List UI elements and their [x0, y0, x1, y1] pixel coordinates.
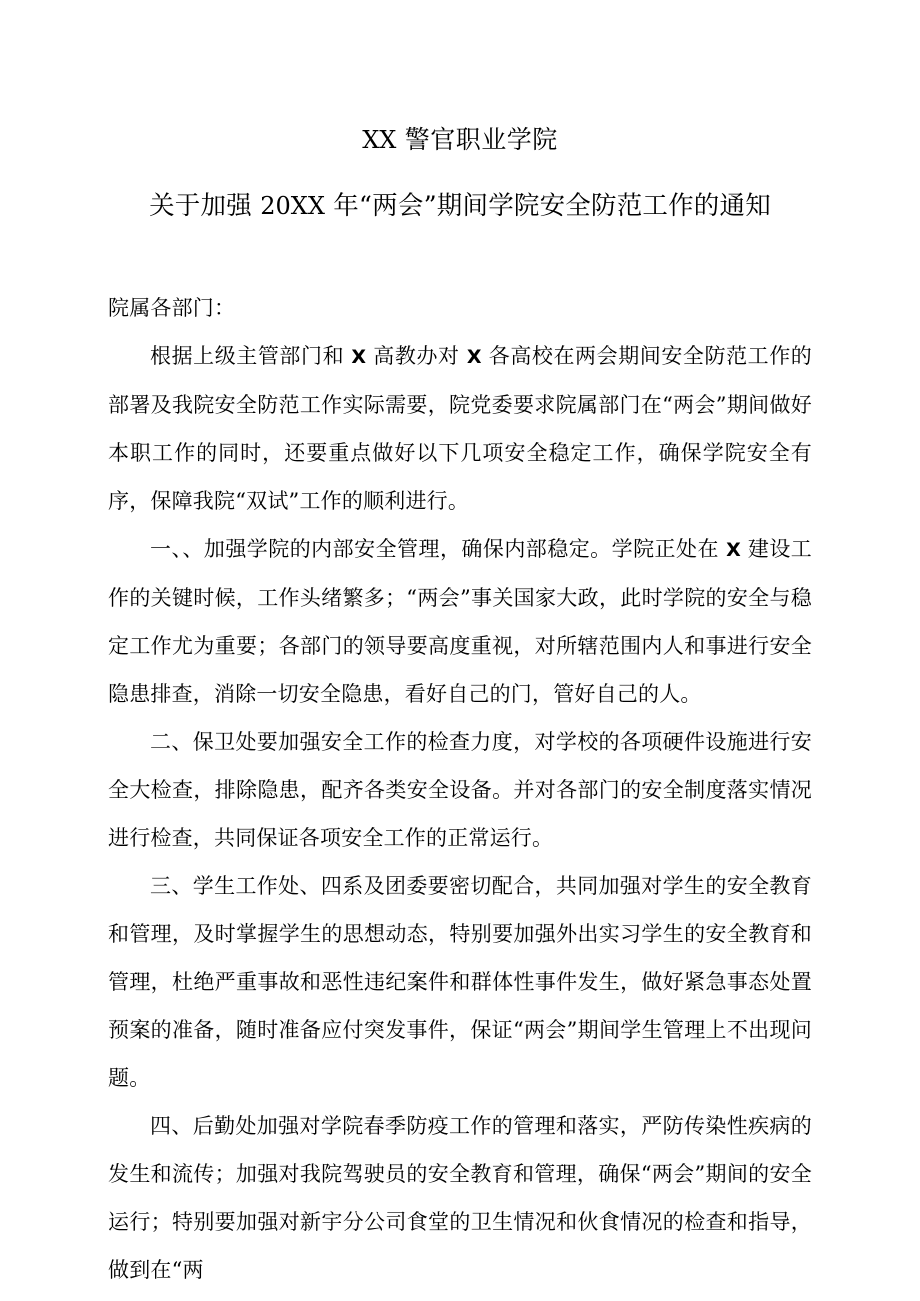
- latin-run: X: [351, 346, 367, 368]
- latin-run: X: [466, 346, 482, 368]
- paragraph-item-3: 三、学生工作处、四系及团委要密切配合，共同加强对学生的安全教育和管理，及时掌握学生的思想动态，特别要加强外出实习学生的安全教育和管理，杜绝严重事故和恶性违纪案件和群体性事件发生，做好紧急事态处置预案的准备，随时准备应付突发事件，保证“两会”期间学生管理上不出现问题。: [108, 874, 812, 1090]
- document-title-subject: 关于加强 20XX 年“两会”期间学院安全防范工作的通知: [149, 191, 771, 221]
- latin-run: 20XX: [260, 192, 325, 220]
- latin-run: X: [726, 539, 741, 561]
- document-title-organization: XX 警官职业学院: [362, 125, 558, 154]
- paragraph-item-4: 四、后勤处加强对学院春季防疫工作的管理和落实，严防传染性疾病的发生和流传；加强对我院驾驶员的安全教育和管理，确保“两会”期间的安全运行；特别要加强对新宇分公司食堂的卫生情况和伙食情况的检查和指导，做到在“两: [108, 1114, 812, 1282]
- paragraph-item-2: 二、保卫处要加强安全工作的检查力度，对学校的各项硬件设施进行安全大检查，排除隐患，配齐各类安全设备。并对各部门的安全制度落实情况进行检查，共同保证各项安全工作的正常运行。: [108, 730, 812, 850]
- paragraph-preamble: 根据上级主管部门和 X 高教办对 X 各高校在两会期间安全防范工作的部署及我院安全防范工作实际需要，院党委要求院属部门在“两会”期间做好本职工作的同时，还要重点做好以下几项安全稳定工作，确保学院安全有序，保障我院“双试”工作的顺利进行。: [108, 344, 812, 513]
- paragraph-item-1: 一、、加强学院的内部安全管理，确保内部稳定。学院正处在 X 建设工作的关键时候，工作头绪繁多；“两会”事关国家大政，此时学院的安全与稳定工作尤为重要；各部门的领导要高度重视，对所辖范围内人和事进行安全隐患排查，消除一切安全隐患，看好自己的门，管好自己的人。: [108, 537, 812, 706]
- latin-run: XX: [362, 126, 397, 154]
- document-body: [108, 284, 812, 1294]
- document-salutation: 院属各部门：: [108, 296, 236, 320]
